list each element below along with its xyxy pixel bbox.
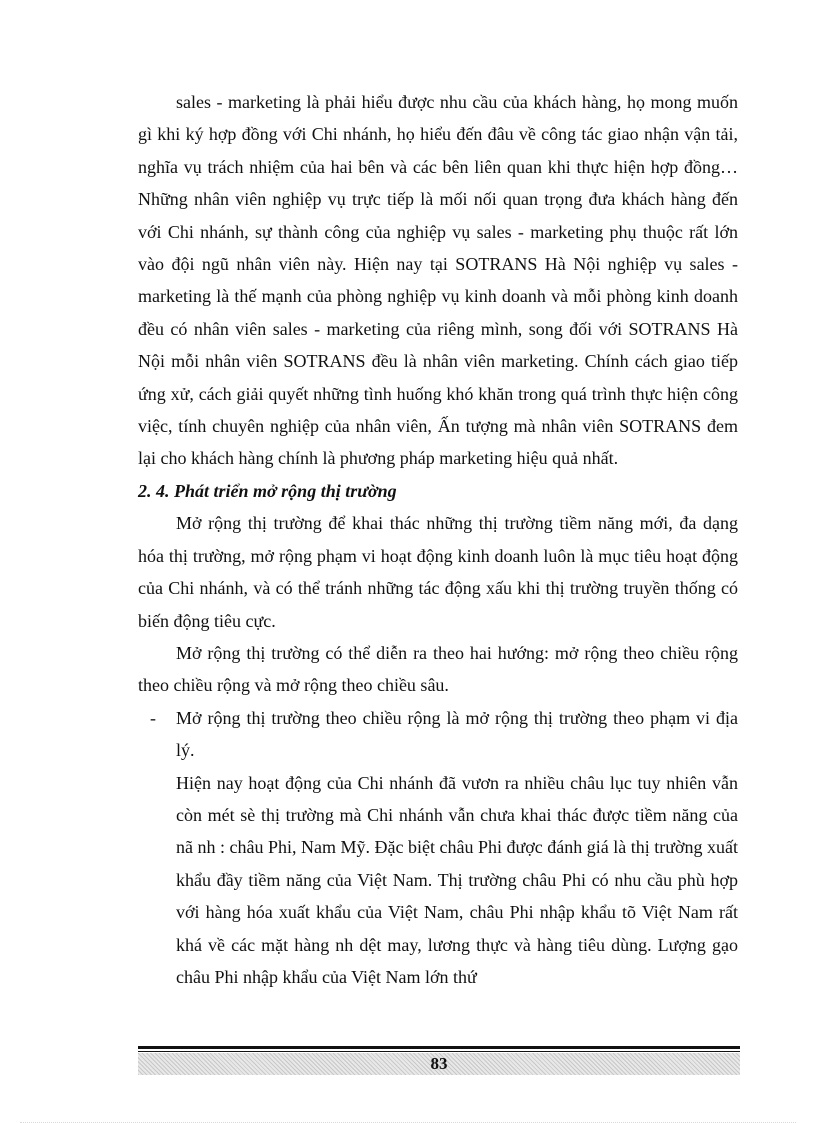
footer-rule-thick xyxy=(138,1046,740,1049)
paragraph-sales-marketing: sales - marketing là phải hiểu được nhu cầu của khách hàng, họ mong muốn gì khi ký hợp đồng với Chi nhánh, họ hiểu đến đâu về công tác giao nhận vận tải, nghĩa vụ trách nhiệm của hai bên và các bên liên quan khi thực hiện hợp đồng… Những nhân viên nghiệp vụ trực tiếp là mối nối quan trọng đưa khách hàng đến với Chi nhánh, sự thành công của nghiệp vụ sales - marketing phụ thuộc rất lớn vào đội ngũ nhân viên này. Hiện nay tại SOTRANS Hà Nội nghiệp vụ sales - marketing là thế mạnh của phòng nghiệp vụ kinh doanh và mỗi phòng kinh doanh đều có nhân viên sales - marketing của riêng mình, song đối với SOTRANS Hà Nội mỗi nhân viên SOTRANS đều là nhân viên marketing. Chính cách giao tiếp ứng xử, cách giải quyết những tình huống khó khăn trong quá trình thực hiện công việc, tính chuyên nghiệp của nhân viên, Ấn tượng mà nhân viên SOTRANS đem lại cho khách hàng chính là phương pháp marketing hiệu quả nhất. xyxy=(138,92,738,469)
paragraph-two-directions: Mở rộng thị trường có thể diễn ra theo hai hướng: mở rộng theo chiều rộng theo chiều rộng và mở rộng theo chiều sâu. xyxy=(138,642,738,696)
bullet-text: Mở rộng thị trường theo chiều rộng là mở rộng thị trường theo phạm vi địa lý. xyxy=(176,707,738,761)
body-text xyxy=(138,86,738,993)
bullet-dash: - xyxy=(150,707,156,728)
section-heading: 2. 4. Phát triển mở rộng thị trường xyxy=(138,480,397,501)
footer-rule-thin xyxy=(138,1051,740,1052)
bullet-item-width-expansion xyxy=(138,702,738,767)
page-number: 83 xyxy=(138,1053,740,1075)
paragraph-africa-market: Hiện nay hoạt động của Chi nhánh đã vươn ra nhiều châu lục tuy nhiên vẫn còn mét sè thị trường mà Chi nhánh vẫn chưa khai thác được tiềm năng của nã nh : châu Phi, Nam Mỹ. Đặc biệt châu Phi được đánh giá là thị trường xuất khẩu đầy tiềm năng của Việt Nam. Thị trường châu Phi có nhu cầu phù hợp với hàng hóa xuất khẩu của Việt Nam, châu Phi nhập khẩu tõ Việt Nam rất khá về các mặt hàng nh dệt may, lương thực và hàng tiêu dùng. Lượng gạo châu Phi nhập khẩu của Việt Nam lớn thứ xyxy=(176,772,738,987)
paragraph-market-expansion: Mở rộng thị trường để khai thác những thị trường tiềm năng mới, đa dạng hóa thị trường, mở rộng phạm vi hoạt động kinh doanh luôn là mục tiêu hoạt động của Chi nhánh, và có thể tránh những tác động xấu khi thị trường truyền thống có biến động tiêu cực. xyxy=(138,513,738,631)
